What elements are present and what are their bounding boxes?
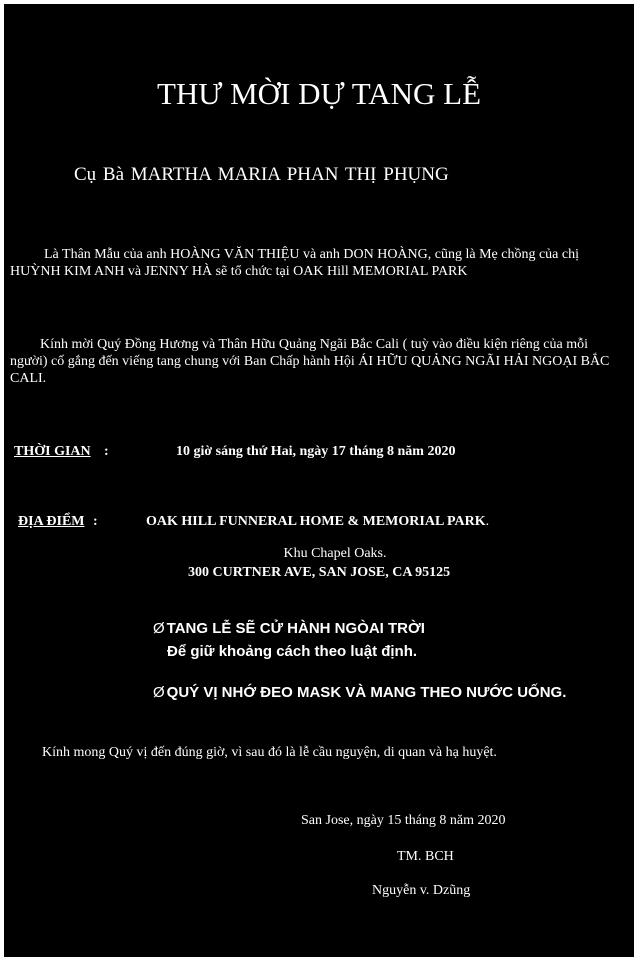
- deceased-name: Cụ Bà MARTHA MARIA PHAN THỊ PHỤNG: [74, 164, 449, 185]
- notice-outdoor-text: TANG LỄ SẼ CỬ HÀNH NGÒAI TRỜI: [166, 620, 425, 637]
- notice-outdoor: [153, 620, 425, 637]
- invitation-paragraph: [10, 336, 628, 387]
- family-paragraph: [10, 246, 628, 280]
- notice-distance: Để giữ khoảng cách theo luật định.: [167, 643, 418, 660]
- chapel-name: Khu Chapel Oaks.: [283, 546, 387, 561]
- signature-place-date: San Jose, ngày 15 tháng 8 năm 2020: [301, 813, 506, 828]
- family-paragraph-text: Là Thân Mẫu của anh HOÀNG VĂN THIỆU và anh DON HOÀNG, cũng là Mẹ chồng của chị HUỲNH KIM ANH và JENNY HÀ sẽ tổ chức tại OAK Hill MEMORIAL PARK: [10, 247, 579, 279]
- location-period: .: [485, 514, 490, 529]
- time-value: 10 giờ sáng thứ Hai, ngày 17 tháng 8 năm 2020: [176, 444, 456, 459]
- notice-mask-period: .: [562, 684, 567, 701]
- bullet-icon: Ø: [153, 620, 165, 637]
- location-name: OAK HILL FUNNERAL HOME & MEMORIAL PARK: [146, 514, 486, 529]
- location-label: ĐỊA ĐIỂM: [18, 514, 85, 529]
- location-colon: :: [93, 514, 98, 529]
- notice-mask: [153, 684, 566, 701]
- address: 300 CURTNER AVE, SAN JOSE, CA 95125: [188, 565, 451, 580]
- location-value: [146, 514, 489, 530]
- signature-name: Nguyễn v. Dzũng: [372, 883, 471, 898]
- signature-on-behalf: TM. BCH: [397, 849, 454, 864]
- time-colon: :: [104, 444, 109, 459]
- invitation-page: [4, 4, 634, 957]
- invitation-paragraph-text: Kính mời Quý Đồng Hương và Thân Hữu Quảng Ngãi Bắc Cali ( tuỳ vào điều kiện riêng của mỗi người) cố gắng đến viếng tang chung với Ban Chấp hành Hội ÁI HỮU QUẢNG NGÃI HẢI NGOẠI BẮC CALI.: [10, 337, 610, 386]
- notice-mask-text: QUÝ VỊ NHỚ ĐEO MASK VÀ MANG THEO NƯỚC UỐNG: [166, 684, 563, 701]
- document-title: THƯ MỜI DỰ TANG LỄ: [156, 76, 482, 111]
- closing-line: Kính mong Quý vị đến đúng giờ, vì sau đó là lễ cầu nguyện, di quan và hạ huyệt.: [42, 745, 497, 760]
- bullet-icon: Ø: [153, 684, 165, 701]
- time-label: THỜI GIAN: [14, 444, 91, 459]
